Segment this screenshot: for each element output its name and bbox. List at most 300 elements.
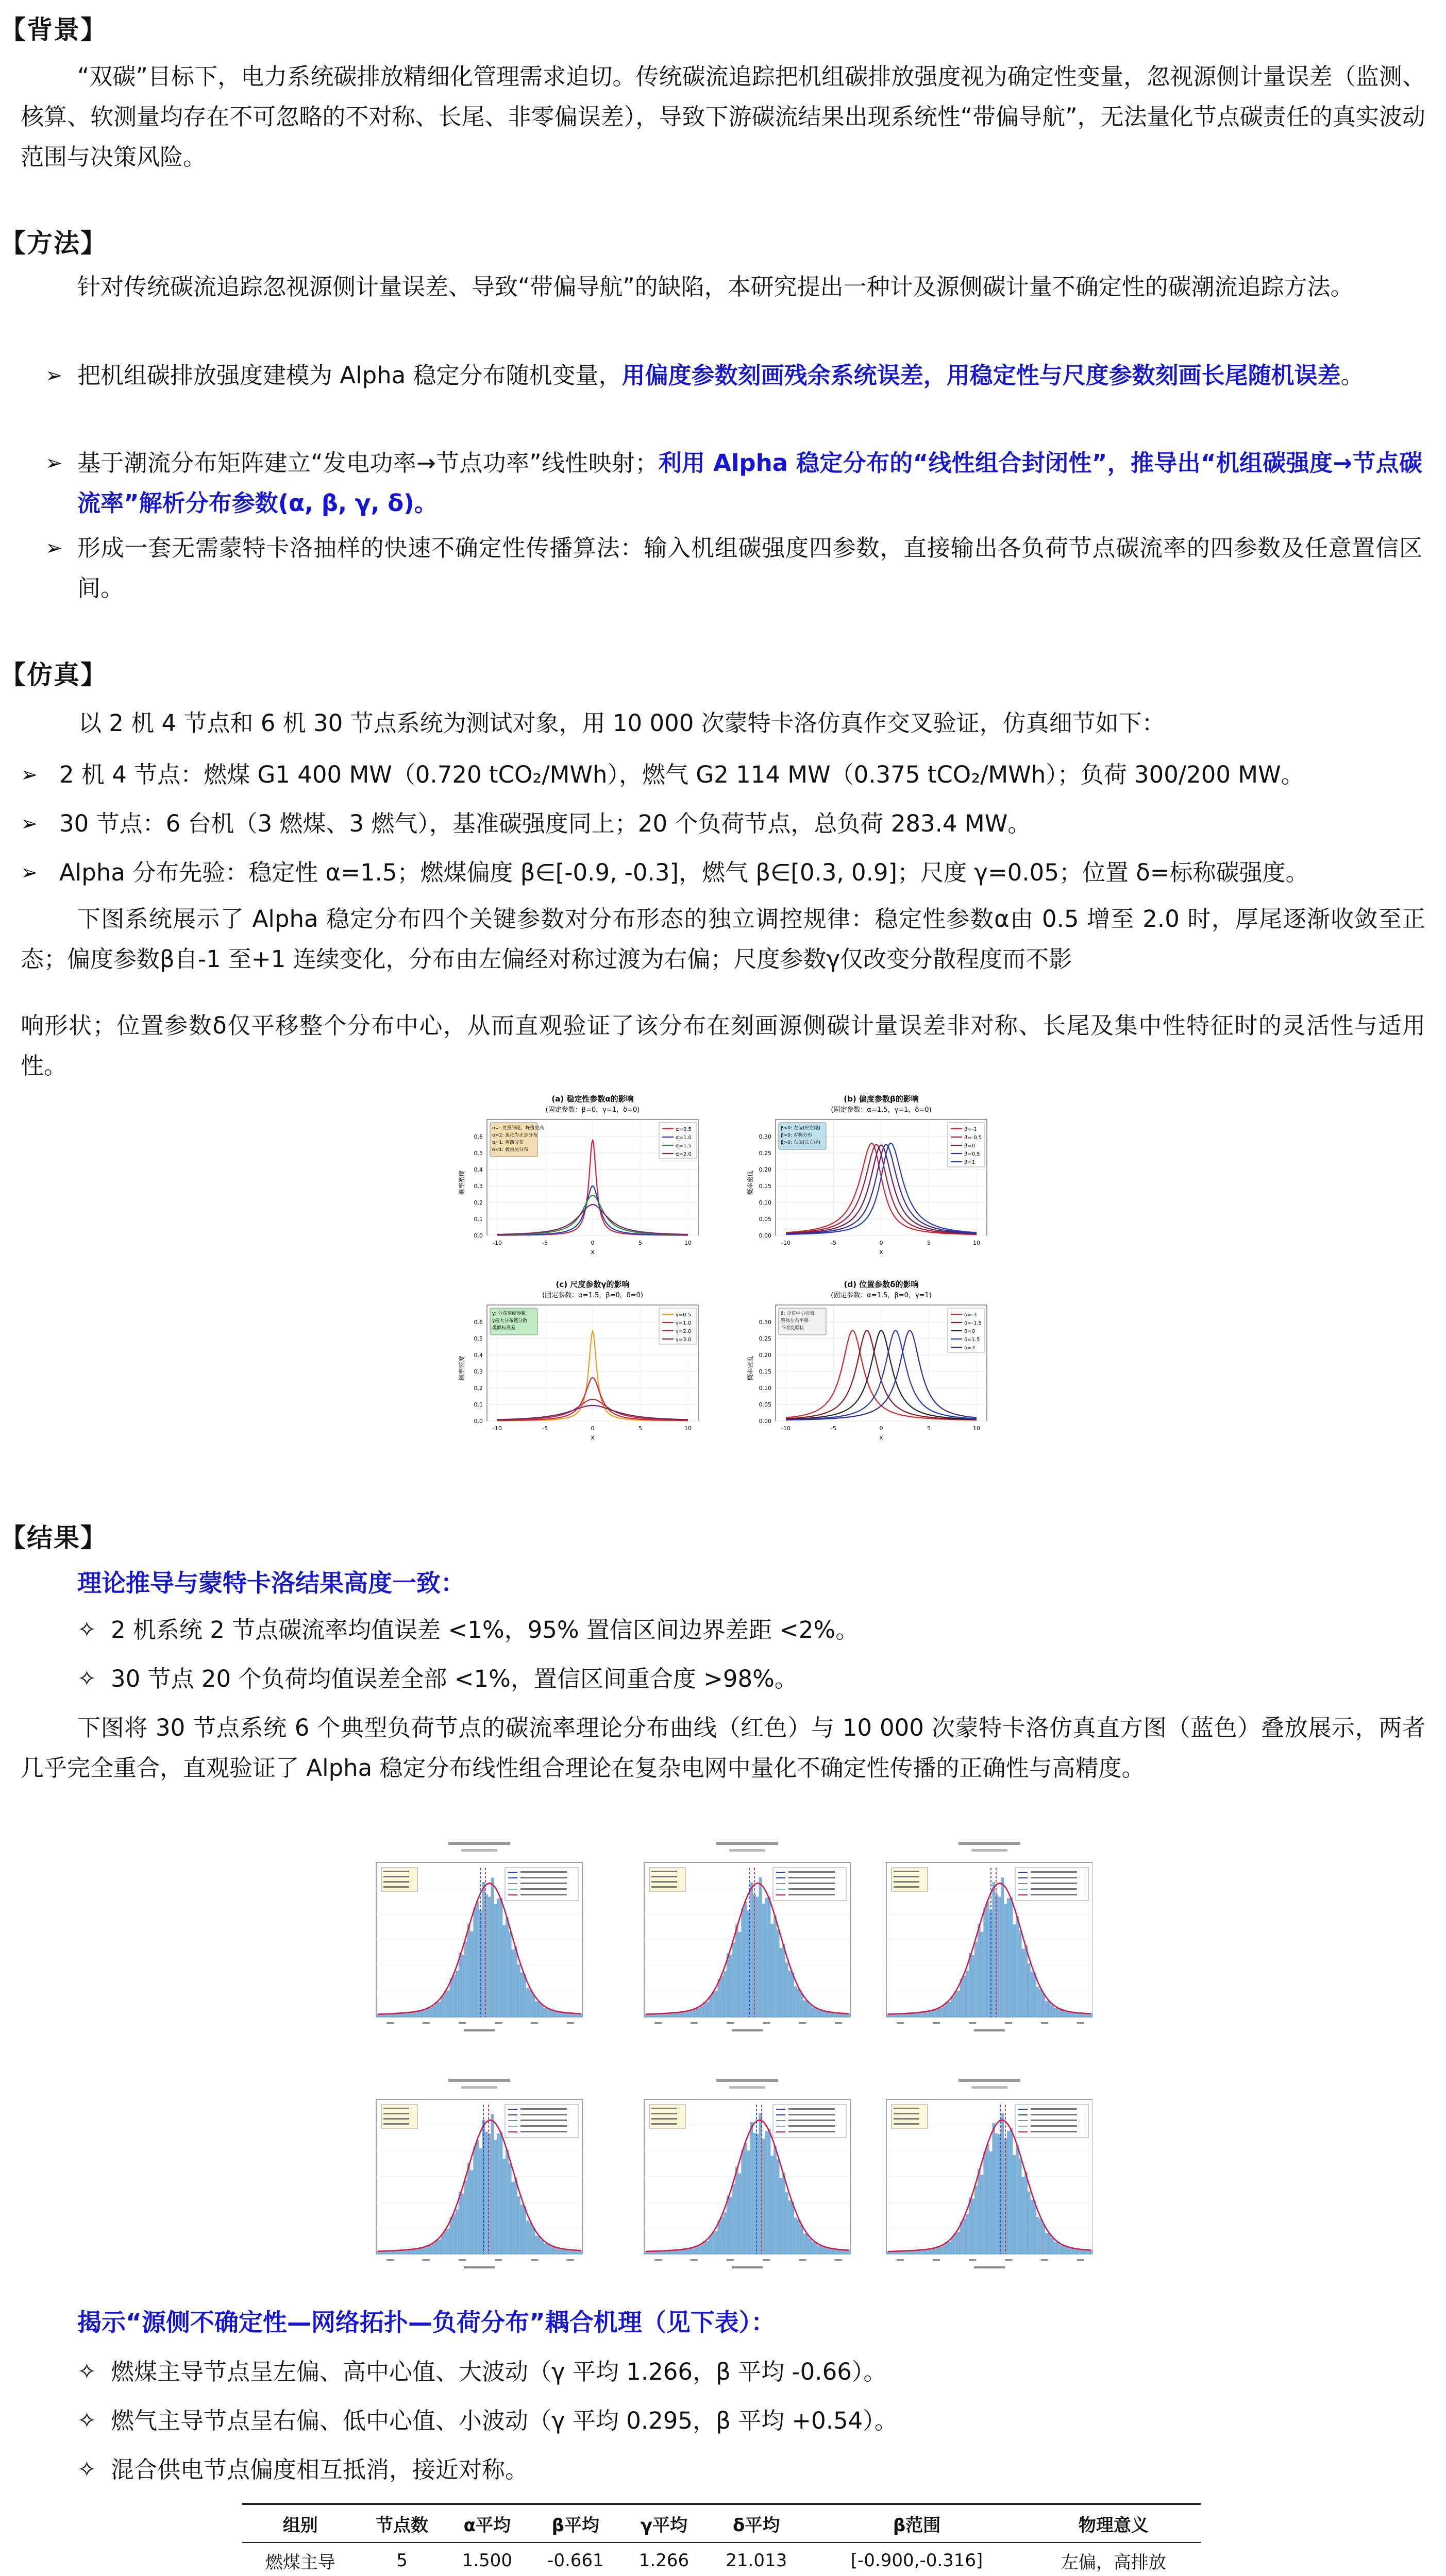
diamond-bullet-icon: ✧ — [77, 1666, 96, 1692]
histogram-bar — [529, 1990, 532, 2017]
method-bullet-1-tail: 。 — [1340, 362, 1364, 389]
histogram-bar — [966, 2214, 968, 2254]
annotation-text-placeholder — [651, 1876, 677, 1877]
histogram-bar — [907, 2013, 910, 2017]
histogram-bar — [650, 2014, 652, 2017]
histogram-bar — [450, 2217, 452, 2254]
histogram-bar — [960, 2222, 963, 2254]
y-tick-label: 0.05 — [759, 1215, 771, 1223]
histogram-bar — [500, 1898, 502, 2017]
histogram-bar — [765, 1898, 767, 2017]
x-axis-label-placeholder — [464, 2266, 495, 2268]
results-highlight-2: 揭示“源侧不确定性—网络拓扑—负荷分布”耦合机理（见下表）： — [77, 2309, 776, 2337]
annotation-text: β<0: 左偏(长左尾) — [781, 1126, 820, 1131]
histogram-bar — [954, 2233, 956, 2254]
histogram-bar — [464, 1942, 467, 2017]
histogram-bar — [972, 1955, 974, 2017]
annotation-text: 不改变形状 — [781, 1326, 804, 1331]
histogram-bar — [1034, 2201, 1036, 2254]
histogram-bar — [665, 2251, 667, 2254]
annotation-text-placeholder — [894, 1871, 919, 1872]
histogram-bar — [951, 1996, 954, 2017]
histogram-bar — [727, 2196, 729, 2254]
x-tick-placeholder — [567, 2022, 574, 2024]
histogram-bar — [1084, 2013, 1086, 2017]
x-tick-placeholder — [1077, 2259, 1084, 2261]
y-tick-label: 0.25 — [759, 1335, 771, 1342]
x-axis-label-placeholder — [464, 2029, 495, 2031]
panel-title-placeholder — [716, 2079, 778, 2082]
histogram-bar — [1051, 2005, 1054, 2017]
histogram-bar — [709, 2236, 712, 2254]
histogram-bar — [981, 1932, 983, 2017]
figure-2-panel — [376, 1842, 582, 2031]
histogram-bar — [682, 2250, 685, 2254]
histogram-bar — [730, 2197, 732, 2254]
x-tick-label: 0 — [879, 1425, 883, 1432]
histogram-bar — [735, 2167, 738, 2254]
histogram-bar — [497, 1899, 499, 2017]
histogram-bar — [939, 2247, 942, 2254]
histogram-bar — [910, 2013, 913, 2017]
simulation-paragraph-a: 下图系统展示了 Alpha 稳定分布四个关键参数对分布形态的独立调控规律：稳定性参数α由 0.5 增至 2.0 时，厚尾逐渐收敛至正态；偏度参数β自-1 至+1 连续变化，分布由左偏经对称过渡为右偏；尺度参数γ仅改变分散程度而不影 — [21, 905, 1425, 973]
histogram-bar — [577, 2014, 579, 2017]
background-paragraph: “双碳”目标下，电力系统碳排放精细化管理需求迫切。传统碳流追踪把机组碳排放强度视为确定性变量，忽视源侧计量误差（监测、核算、软测量均存在不可忽略的不对称、长尾、非零偏误差），导致下游碳流结果出现系统性“带偏导航”，无法量化节点碳责任的真实波动范围与决策风险。 — [21, 63, 1425, 171]
y-tick-label: 0.3 — [474, 1368, 483, 1375]
histogram-bar — [391, 2014, 394, 2017]
bullet-arrow-icon: ➢ — [45, 364, 63, 387]
histogram-bar — [1022, 2177, 1024, 2254]
histogram-bar — [706, 2002, 709, 2017]
x-axis-label-placeholder — [732, 2029, 763, 2031]
x-axis-label: x — [591, 1248, 595, 1256]
histogram-bar — [797, 1989, 800, 2017]
histogram-bar — [659, 2014, 662, 2017]
annotation-text-placeholder — [894, 2118, 919, 2120]
legend-label: α=0.5 — [676, 1127, 692, 1132]
section-heading-method: 【方法】 — [0, 228, 107, 258]
histogram-bar — [665, 2013, 667, 2017]
histogram-bar — [732, 2184, 735, 2254]
histogram-bar — [444, 1991, 446, 2017]
histogram-bar — [1001, 1878, 1004, 2017]
x-tick-label: -10 — [493, 1425, 502, 1432]
histogram-bar — [753, 2133, 755, 2254]
histogram-bar — [747, 2150, 750, 2254]
table-cell: [-0.900,-0.316] — [850, 2550, 983, 2571]
table-cell: 左偏，高排放 — [1061, 2552, 1166, 2573]
histogram-bar — [450, 1978, 452, 2017]
panel-subtitle: (固定参数：α=1.5，γ=1，δ=0) — [831, 1106, 932, 1114]
histogram-bar — [1069, 2248, 1071, 2254]
legend-label: δ=-1.5 — [964, 1320, 982, 1326]
bullet-arrow-icon: ➢ — [21, 812, 38, 836]
annotation-text-placeholder — [651, 2108, 677, 2109]
x-tick-label: -10 — [781, 1240, 791, 1246]
histogram-bar — [529, 2223, 532, 2254]
legend-label-placeholder — [520, 2125, 567, 2127]
histogram-bar — [1010, 2128, 1013, 2254]
histogram-bar — [1054, 2008, 1057, 2017]
histogram-bar — [512, 2182, 514, 2254]
histogram-bar — [1072, 2248, 1074, 2254]
annotation-text-placeholder — [894, 1886, 919, 1888]
histogram-bar — [954, 1992, 956, 2017]
x-tick-placeholder — [727, 2022, 734, 2024]
x-axis-label-placeholder — [974, 2266, 1005, 2268]
figure-2-panel — [886, 1842, 1092, 2031]
simulation-intro: 以 2 机 4 节点和 6 机 30 节点系统为测试对象，用 10 000 次蒙特卡洛仿真作交叉验证，仿真细节如下： — [78, 709, 1165, 737]
y-axis-label: 概率密度 — [747, 1170, 754, 1195]
x-tick-label: 10 — [973, 1240, 980, 1246]
histogram-bar — [400, 2013, 402, 2017]
legend-label-placeholder — [520, 2120, 567, 2121]
histogram-bar — [1084, 2250, 1086, 2254]
histogram-bar — [462, 1955, 464, 2017]
annotation-text-placeholder — [651, 2118, 677, 2120]
histogram-bar — [526, 2221, 529, 2254]
histogram-bar — [821, 2246, 823, 2254]
x-tick-label: 5 — [927, 1425, 931, 1432]
histogram-bar — [768, 1896, 770, 2017]
histogram-bar — [1060, 2010, 1063, 2017]
histogram-bar — [780, 2178, 782, 2254]
x-tick-placeholder — [727, 2259, 734, 2261]
histogram-bar — [1016, 2145, 1018, 2254]
figure-1-svg — [441, 1091, 1007, 1452]
annotation-text: γ越大分布越分散 — [492, 1318, 528, 1324]
figure-1-panel — [458, 1280, 698, 1441]
histogram-bar — [984, 2152, 986, 2254]
x-tick-placeholder — [691, 2259, 698, 2261]
histogram-bar — [969, 1953, 971, 2017]
table-cell: 1.266 — [638, 2550, 690, 2571]
x-tick-label: 0 — [591, 1240, 595, 1246]
annotation-text-placeholder — [894, 2108, 919, 2109]
histogram-bar — [901, 2251, 904, 2254]
histogram-bar — [742, 1908, 744, 2017]
histogram-bar — [931, 2011, 933, 2017]
annotation-text-placeholder — [383, 1886, 409, 1888]
histogram-bar — [742, 2150, 744, 2254]
histogram-bar — [901, 2014, 904, 2017]
table-row — [242, 2543, 1201, 2576]
histogram-bar — [916, 2013, 918, 2017]
histogram-bar — [1025, 1945, 1028, 2017]
figure-2-panel — [886, 2079, 1092, 2268]
histogram-bar — [957, 1991, 960, 2017]
table-header: α平均 — [446, 2504, 529, 2543]
legend-label: β=0.5 — [964, 1151, 980, 1157]
annotation-text-placeholder — [894, 2123, 919, 2125]
annotation-text-placeholder — [383, 2123, 409, 2125]
results-item-3: 燃煤主导节点呈左偏、高中心值、大波动（γ 平均 1.266，β 平均 -0.66）。 — [111, 2358, 887, 2385]
histogram-bar — [830, 2012, 832, 2017]
histogram-bar — [800, 2225, 803, 2254]
histogram-bar — [553, 2011, 556, 2017]
histogram-bar — [1063, 2011, 1066, 2017]
histogram-bar — [993, 2123, 995, 2254]
histogram-bar — [503, 1925, 506, 2017]
panel-subtitle-placeholder — [971, 1849, 1007, 1852]
histogram-bar — [700, 2006, 703, 2017]
histogram-bar — [827, 2012, 829, 2017]
panel-subtitle-placeholder — [461, 2086, 497, 2089]
histogram-bar — [1013, 2155, 1016, 2254]
histogram-bar — [503, 2159, 506, 2254]
histogram-bar — [794, 2218, 797, 2254]
annotation-text-placeholder — [894, 1876, 919, 1877]
table-cell: 5 — [396, 2550, 408, 2571]
histogram-bar — [538, 2002, 541, 2017]
histogram-bar — [432, 2244, 435, 2254]
x-tick-placeholder — [897, 2259, 904, 2261]
histogram-bar — [488, 1897, 491, 2017]
histogram-bar — [444, 2230, 446, 2254]
histogram-bar — [532, 1994, 535, 2017]
x-axis-label-placeholder — [974, 2029, 1005, 2031]
results-item-2: 30 节点 20 个负荷均值误差全部 <1%，置信区间重合度 >98%。 — [111, 1665, 798, 1692]
annotation-text-placeholder — [894, 2113, 919, 2114]
legend-label-placeholder — [520, 1894, 567, 1895]
histogram-bar — [464, 2180, 467, 2254]
histogram-bar — [978, 1924, 980, 2017]
histogram-bar — [391, 2251, 394, 2254]
histogram-bar — [1063, 2246, 1066, 2254]
panel-title: (d) 位置参数δ的影响 — [844, 1280, 919, 1289]
histogram-bar — [506, 1918, 508, 2017]
histogram-bar — [1075, 2249, 1078, 2254]
histogram-bar — [682, 2012, 685, 2017]
histogram-bar — [995, 2133, 998, 2254]
x-tick-placeholder — [799, 2259, 806, 2261]
histogram-bar — [924, 2012, 927, 2017]
annotation-text-placeholder — [383, 1871, 409, 1872]
x-tick-label: -5 — [831, 1425, 836, 1432]
x-tick-placeholder — [423, 2022, 430, 2024]
table-header-row — [242, 2504, 1201, 2543]
annotation-text-placeholder — [894, 1881, 919, 1883]
histogram-bar — [803, 2001, 806, 2017]
histogram-bar — [1034, 1973, 1036, 2017]
histogram-bar — [414, 2012, 417, 2017]
histogram-bar — [574, 2250, 576, 2254]
figure-1-panel — [746, 1094, 987, 1256]
histogram-bar — [998, 1897, 1001, 2017]
legend-label: δ=1.5 — [964, 1337, 980, 1343]
histogram-bar — [1078, 2250, 1080, 2254]
legend-label-placeholder — [788, 1888, 835, 1890]
histogram-bar — [762, 2139, 765, 2254]
legend-label-placeholder — [1031, 1883, 1077, 1884]
legend-label-placeholder — [520, 1871, 567, 1873]
x-tick-placeholder — [459, 2022, 466, 2024]
annotation-text-placeholder — [651, 2113, 677, 2114]
histogram-bar — [524, 2206, 526, 2254]
histogram-bar — [515, 1946, 517, 2017]
histogram-bar — [724, 1972, 726, 2017]
y-tick-label: 0.05 — [759, 1401, 771, 1408]
histogram-bar — [438, 2240, 441, 2254]
histogram-bar — [892, 2252, 895, 2254]
y-tick-label: 0.0 — [474, 1232, 483, 1239]
panel-title: (c) 尺度参数γ的影响 — [556, 1280, 630, 1289]
legend-label: α=1.0 — [676, 1135, 692, 1141]
histogram-bar — [559, 2249, 561, 2254]
y-tick-label: 0.5 — [474, 1149, 483, 1157]
legend-label-placeholder — [1031, 1877, 1077, 1878]
histogram-bar — [526, 1988, 529, 2017]
y-tick-label: 0.3 — [474, 1182, 483, 1190]
histogram-bar — [794, 1987, 797, 2017]
table-cell: 1.500 — [462, 2550, 512, 2571]
x-tick-label: -10 — [493, 1240, 502, 1246]
histogram-bar — [1046, 2001, 1048, 2017]
x-axis-label: x — [879, 1248, 883, 1256]
diamond-bullet-icon: ✧ — [77, 2456, 96, 2483]
legend-label: γ=0.5 — [676, 1312, 692, 1318]
histogram-bar — [963, 2218, 966, 2254]
histogram-bar — [423, 2010, 426, 2017]
histogram-bar — [1013, 1925, 1016, 2017]
histogram-bar — [830, 2248, 832, 2254]
histogram-bar — [691, 2010, 694, 2017]
histogram-bar — [785, 2193, 788, 2254]
histogram-bar — [532, 2228, 535, 2254]
x-tick-label: 10 — [973, 1425, 980, 1432]
legend-label: β=-0.5 — [964, 1135, 982, 1141]
histogram-bar — [541, 2005, 544, 2017]
x-tick-placeholder — [835, 2022, 842, 2024]
table-header: 组别 — [242, 2504, 358, 2543]
histogram-bar — [406, 2013, 408, 2017]
legend-label-placeholder — [520, 2114, 567, 2115]
histogram-bar — [797, 2220, 800, 2254]
histogram-bar — [574, 2013, 576, 2017]
histogram-bar — [1016, 1917, 1018, 2017]
panel-subtitle: (固定参数：β=0，γ=1，δ=0) — [545, 1106, 640, 1114]
x-tick-placeholder — [654, 2022, 662, 2024]
x-tick-placeholder — [799, 2022, 806, 2024]
histogram-bar — [577, 2251, 579, 2254]
histogram-bar — [721, 2217, 724, 2254]
legend-label-placeholder — [788, 1894, 835, 1895]
x-tick-placeholder — [969, 2259, 976, 2261]
histogram-bar — [762, 1904, 765, 2017]
histogram-bar — [697, 2246, 700, 2254]
x-axis-label: x — [591, 1434, 595, 1441]
histogram-bar — [500, 2132, 502, 2254]
panel-title-placeholder — [448, 1842, 510, 1845]
method-bullet-1-highlight: 用偏度参数刻画残余系统误差，用稳定性与尺度参数刻画长尾随机误差 — [621, 362, 1341, 389]
legend-label: δ=0 — [964, 1329, 975, 1334]
histogram-bar — [397, 2251, 399, 2254]
histogram-bar — [467, 1924, 470, 2017]
histogram-bar — [1022, 1949, 1024, 2017]
x-tick-label: 0 — [879, 1240, 883, 1246]
histogram-bar — [1043, 1994, 1045, 2017]
histogram-bar — [550, 2010, 552, 2017]
y-tick-label: 0.25 — [759, 1149, 771, 1157]
histogram-bar — [535, 2236, 538, 2254]
histogram-bar — [730, 1955, 732, 2017]
annotation-text: α=2: 退化为正态分布 — [492, 1133, 538, 1138]
histogram-bar — [1007, 2131, 1010, 2254]
histogram-bar — [750, 2122, 753, 2254]
histogram-bar — [494, 1904, 497, 2017]
annotation-text: γ: 分布宽度参数 — [492, 1311, 526, 1316]
histogram-bar — [1004, 1904, 1007, 2017]
histogram-bar — [382, 2251, 384, 2254]
panel-subtitle: (固定参数：α=1.5，β=0，γ=1) — [831, 1292, 932, 1299]
bullet-arrow-icon: ➢ — [45, 451, 63, 475]
histogram-bar — [780, 1948, 782, 2017]
histogram-bar — [382, 2014, 384, 2017]
histogram-bar — [509, 1932, 511, 2017]
y-tick-label: 0.1 — [474, 1401, 483, 1408]
x-tick-label: 5 — [638, 1425, 642, 1432]
legend-label-placeholder — [788, 1883, 835, 1884]
annotation-text: α=1: 柯西分布 — [492, 1140, 524, 1145]
histogram-bar — [397, 2013, 399, 2017]
histogram-bar — [919, 2012, 921, 2017]
figure-2-panel — [644, 2079, 850, 2268]
table-cell: 21.013 — [726, 2550, 787, 2571]
x-tick-placeholder — [386, 2022, 394, 2024]
annotation-text-placeholder — [651, 1871, 677, 1872]
histogram-bar — [1019, 2159, 1021, 2254]
histogram-bar — [674, 2013, 676, 2017]
panel-title: (b) 偏度参数β的影响 — [844, 1094, 919, 1104]
histogram-bar — [1039, 2219, 1042, 2254]
y-tick-label: 0.00 — [759, 1418, 771, 1425]
legend-label-placeholder — [1031, 2125, 1077, 2127]
histogram-bar — [833, 2249, 835, 2254]
histogram-bar — [567, 2013, 570, 2017]
legend-label: α=1.5 — [676, 1143, 692, 1149]
table-cell: 燃煤主导 — [265, 2552, 335, 2573]
histogram-bar — [432, 2006, 435, 2017]
section-heading-simulation: 【仿真】 — [0, 660, 107, 690]
histogram-bar — [459, 2192, 461, 2254]
histogram-bar — [1054, 2242, 1057, 2254]
legend-label-placeholder — [1031, 1888, 1077, 1890]
histogram-bar — [462, 2194, 464, 2254]
histogram-bar — [984, 1908, 986, 2017]
y-tick-label: 0.2 — [474, 1199, 483, 1206]
y-tick-label: 0.2 — [474, 1384, 483, 1392]
histogram-bar — [981, 2175, 983, 2254]
legend-label: δ=-3 — [964, 1312, 977, 1318]
histogram-bar — [750, 1883, 753, 2017]
x-tick-placeholder — [1041, 2022, 1048, 2024]
table-header: 节点数 — [358, 2504, 445, 2543]
histogram-bar — [674, 2250, 676, 2254]
histogram-bar — [456, 2210, 458, 2254]
histogram-bar — [718, 2220, 720, 2254]
histogram-bar — [1031, 1972, 1033, 2017]
panel-subtitle-placeholder — [971, 2086, 1007, 2089]
x-tick-placeholder — [933, 2259, 940, 2261]
legend-label-placeholder — [1031, 2131, 1077, 2132]
x-tick-placeholder — [567, 2259, 574, 2261]
panel-title-placeholder — [448, 2079, 510, 2082]
histogram-bar — [732, 1942, 735, 2017]
histogram-bar — [456, 1971, 458, 2017]
x-tick-label: 5 — [927, 1240, 931, 1246]
legend-label-placeholder — [788, 2114, 835, 2115]
x-tick-placeholder — [495, 2022, 502, 2024]
